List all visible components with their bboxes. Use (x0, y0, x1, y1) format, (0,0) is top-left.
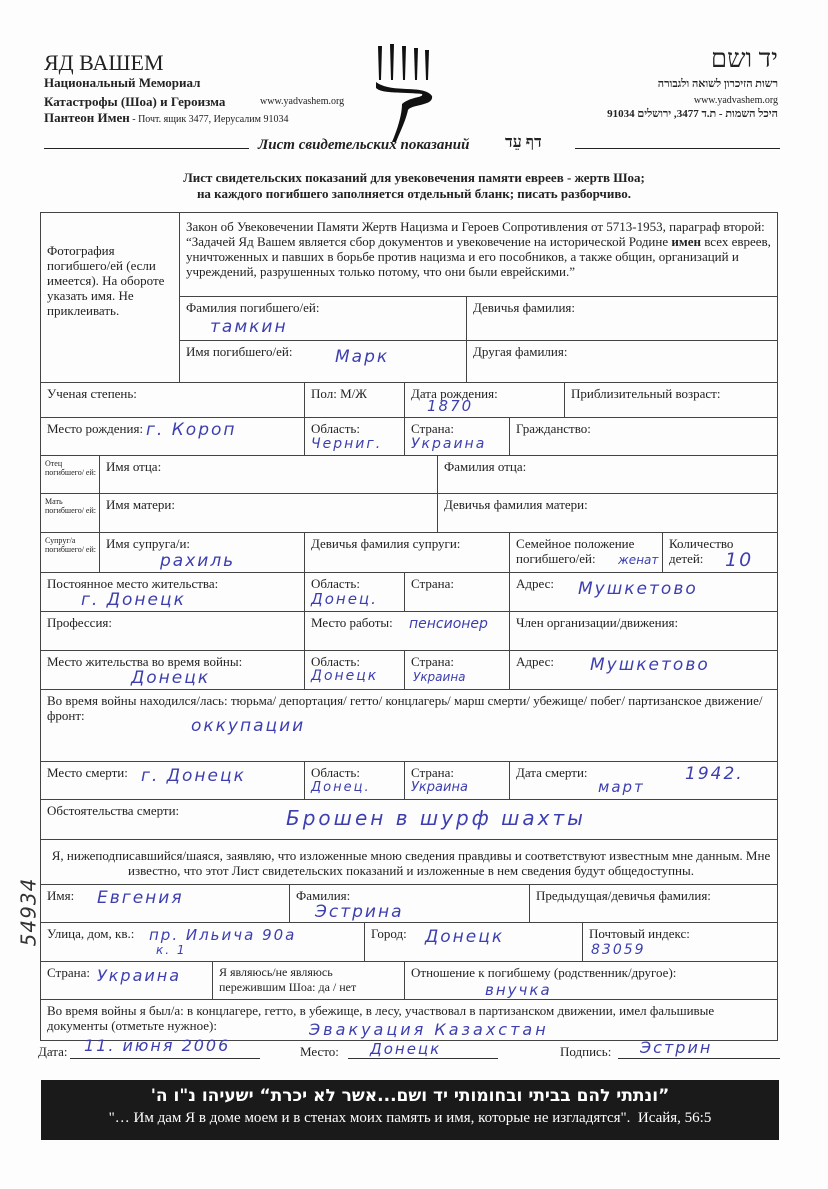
quote-hebrew: ”ונתתי להם בביתי ובחומותי יד ושם...אשר לא יכרת“ ישעיהו נ"ו ה' (150, 1086, 670, 1106)
label: Имя отца: (106, 459, 162, 474)
value: внучка (485, 981, 552, 999)
victim-surname-field[interactable] (179, 296, 467, 341)
label: Приблизительный возраст: (571, 386, 721, 401)
value: Эстрина (315, 902, 404, 922)
witness-surname-field[interactable] (289, 884, 530, 923)
war-region-field[interactable] (304, 650, 405, 690)
intro-line1: Лист свидетельских показаний для увековечения памяти евреев - жертв Шоа; (183, 170, 645, 185)
law-post: всех евреев, уничтоженных и павших в борьбе против нацизма и его пособников, а также общин, организаций и учреждений, разрушенных только потому, что они были еврейскими.” (186, 234, 771, 279)
label: Во время войны находился/лась: тюрьма/ депортация/ гетто/ концлагерь/ марш смерти/ убежище/ побег/ партизанское движение/фронт: (47, 693, 763, 723)
spouse-name-field[interactable] (99, 532, 305, 573)
witness-zip-field[interactable] (582, 922, 778, 962)
label: Девичья фамилия: (473, 300, 576, 315)
law-text-box (179, 212, 778, 297)
birth-date-field[interactable] (404, 382, 565, 418)
marital-field[interactable] (509, 532, 663, 573)
form-title-he: דף עֵד (505, 134, 542, 151)
label: Дата смерти: (516, 765, 588, 780)
label: Отношение к погибшему (родственник/другое): (411, 965, 677, 980)
law-text (186, 219, 771, 279)
mother-maiden-field[interactable] (437, 493, 778, 533)
signature-value[interactable]: Эстрин (640, 1038, 713, 1057)
value: Мушкетово (578, 579, 698, 599)
title-rule-right (575, 148, 780, 149)
label: Фамилия: (296, 888, 351, 903)
witness-street-field[interactable] (40, 922, 365, 962)
war-country-field[interactable] (404, 650, 510, 690)
death-country-field[interactable] (404, 761, 510, 800)
quote-banner (41, 1080, 779, 1140)
law-bold: имен (671, 234, 701, 249)
value: Украина (97, 966, 182, 985)
death-date-field[interactable] (509, 761, 778, 800)
date-value[interactable]: 11. июня 2006 (84, 1036, 231, 1055)
value: Донец. (311, 590, 378, 608)
label: Девичья фамилия матери: (444, 497, 588, 512)
org-line1: Национальный Мемориал (44, 75, 201, 90)
death-year: 1942. (685, 764, 744, 784)
value: Брошен в шурф шахты (286, 806, 586, 830)
value: рахиль (160, 551, 236, 571)
value: Украина (411, 780, 468, 795)
residence-country-field[interactable] (404, 572, 510, 612)
war-residence-field[interactable] (40, 650, 305, 690)
value: Эвакуация Казахстан (309, 1020, 549, 1039)
value: Донецк (311, 668, 379, 684)
value: Мушкетово (590, 655, 710, 675)
label: Дата рождения: (411, 386, 498, 401)
label: Предыдущая/девичья фамилия: (536, 888, 711, 903)
value: 1870 (427, 397, 474, 415)
label: Страна: (47, 965, 90, 980)
yad-vashem-logo (372, 44, 438, 144)
label: Область: (311, 421, 360, 436)
workplace-field[interactable] (304, 611, 510, 651)
value: г. Короп (146, 420, 237, 440)
value: Черниг. (311, 436, 383, 452)
date-label: Дата: (38, 1044, 68, 1059)
place-label: Место: (300, 1044, 339, 1059)
label: Гражданство: (516, 421, 591, 436)
degree-field[interactable] (40, 382, 305, 418)
witness-prev-name-field[interactable] (529, 884, 778, 923)
value: пр. Ильича 90а (149, 926, 297, 944)
membership-field[interactable] (509, 611, 778, 651)
sex-field[interactable] (304, 382, 405, 418)
label: Семейное положение погибшего/ей: (516, 536, 635, 566)
profession-field[interactable] (40, 611, 305, 651)
org-line2: Катастрофы (Шоа) и Героизма (44, 94, 226, 109)
label: Улица, дом, кв.: (47, 926, 135, 941)
residence-address-field[interactable] (509, 572, 778, 612)
victim-other-name-field[interactable] (466, 340, 778, 383)
birthplace-field[interactable] (40, 417, 305, 456)
org-postbox: - Почт. ящик 3477, Иерусалим 91034 (129, 114, 289, 125)
value: Донец. (311, 780, 371, 795)
value: Донецк (425, 927, 505, 947)
quote-reference: Исайя, 56:5 (637, 1110, 712, 1126)
label: Я являюсь/не являюсь пережившим Шоа: да / нет (219, 965, 357, 994)
label: Другая фамилия: (473, 344, 568, 359)
spouse-side (40, 532, 100, 573)
survivor-field[interactable] (212, 961, 405, 1000)
witness-name-field[interactable] (40, 884, 290, 923)
label: Почтовый индекс: (589, 926, 690, 941)
label: Место работы: (311, 615, 393, 630)
value: Евгения (97, 888, 184, 908)
death-region-field[interactable] (304, 761, 405, 800)
label: Девичья фамилия супруги: (311, 536, 461, 551)
label: Пол: М/Ж (311, 386, 367, 401)
org-title-he: יד ושם (710, 44, 778, 73)
value: Марк (335, 347, 390, 367)
date-line (70, 1058, 260, 1059)
war-status-field[interactable] (40, 689, 778, 762)
birth-region-field[interactable] (304, 417, 405, 456)
mother-side (40, 493, 100, 533)
signature-line (618, 1058, 780, 1059)
witness-war-field[interactable] (40, 999, 778, 1041)
photo-note: Фотография погибшего/ей (если имеется). На обороте указать имя. Не приклеивать. (47, 243, 165, 318)
value: 83059 (591, 942, 646, 958)
war-address-field[interactable] (509, 650, 778, 690)
value: Донецк (131, 668, 211, 688)
value: женат (618, 553, 659, 567)
label: Область: (311, 654, 360, 669)
org-he-address: היכל השמות - ת.ד 3477, ירושלים 91034 (607, 108, 778, 120)
signature-label: Подпись: (560, 1044, 612, 1059)
value: г. Донецк (141, 766, 246, 786)
value-line2: к. 1 (156, 943, 187, 957)
label: Имя матери: (106, 497, 175, 512)
relation-field[interactable] (404, 961, 778, 1000)
label: Ученая степень: (47, 386, 137, 401)
value: пенсионер (409, 616, 488, 632)
label: Страна: (411, 576, 454, 591)
label: Мать погибшего/ ей: (45, 497, 96, 515)
value: 10 (725, 549, 754, 571)
circumstances-field[interactable] (40, 799, 778, 840)
org-address (44, 110, 288, 126)
label: Адрес: (516, 576, 554, 591)
form-title: Лист свидетельских показаний (258, 137, 470, 153)
father-surname-field[interactable] (437, 455, 778, 494)
value: оккупации (191, 716, 306, 736)
children-field[interactable] (662, 532, 778, 573)
label: Фамилия погибшего/ей: (186, 300, 320, 315)
value: тамкин (210, 317, 288, 337)
intro (0, 170, 828, 202)
declaration-text: Я, нижеподписавшийся/шаяся, заявляю, что изложенные мною сведения правдивы и соответствуют известным мне данным. Мне известно, что этот Лист свидетельских показаний и изложенные в нем сведения будут общедоступны. (51, 848, 771, 878)
label: Во время войны я был/а: в концлагере, гетто, в убежище, в лесу, участвовал в партизанском движении, имел фальшивые документы (отметьте нужное): (47, 1003, 715, 1033)
label: Адрес: (516, 654, 554, 669)
victim-name-field[interactable] (179, 340, 467, 383)
citizenship-field[interactable] (509, 417, 778, 456)
value: Украина (411, 436, 487, 452)
title-rule-left (44, 148, 249, 149)
father-name-field[interactable] (99, 455, 438, 494)
label: Профессия: (47, 615, 112, 630)
label: Постоянное место жительства: (47, 576, 219, 591)
label: Город: (371, 926, 407, 941)
label: Место смерти: (47, 765, 128, 780)
father-side (40, 455, 100, 494)
label: Место жительства во время войны: (47, 654, 243, 669)
death-month: март (598, 778, 645, 796)
birth-country-field[interactable] (404, 417, 510, 456)
label: Имя супруга/и: (106, 536, 191, 551)
declaration-box (40, 839, 778, 885)
label: Место рождения: (47, 421, 144, 436)
label: Отец погибшего/ ей: (45, 459, 96, 477)
label: Страна: (411, 765, 454, 780)
quote-russian-text: "… Им дам Я в доме моем и в стенах моих память и имя, которые не изгладятся". (108, 1110, 631, 1126)
witness-country-field[interactable] (40, 961, 213, 1000)
value: Украина (413, 670, 466, 684)
org-pantheon: Пантеон Имен (44, 110, 130, 125)
label: Имя погибшего/ей: (186, 344, 293, 359)
age-field[interactable] (564, 382, 778, 418)
victim-maiden-field[interactable] (466, 296, 778, 341)
label: Фамилия отца: (444, 459, 527, 474)
org-he-line1: רשות הזיכרון לשואה ולגבורה (657, 78, 778, 90)
mother-name-field[interactable] (99, 493, 438, 533)
label: Страна: (411, 654, 454, 669)
label: Супруг/а погибшего/ ей: (45, 536, 96, 554)
label: Область: (311, 576, 360, 591)
label: Имя: (47, 888, 75, 903)
intro-line2: на каждого погибшего заполняется отдельный бланк; писать разборчиво. (196, 186, 632, 201)
spouse-maiden-field[interactable] (304, 532, 510, 573)
quote-russian (41, 1110, 779, 1127)
org-title-ru: ЯД ВАШЕМ (44, 50, 164, 75)
label: Страна: (411, 421, 454, 436)
place-value[interactable]: Донецк (370, 1040, 442, 1058)
witness-city-field[interactable] (364, 922, 583, 962)
label: Количество детей: (669, 536, 734, 566)
side-number: 54934 (16, 877, 41, 947)
residence-region-field[interactable] (304, 572, 405, 612)
label: Область: (311, 765, 360, 780)
death-place-field[interactable] (40, 761, 305, 800)
law-pre: Закон об Увековечении Памяти Жертв Нацизма и Героев Сопротивления от 5713-1953, параграф второй: “Задачей Яд Вашем является сбор документов и увековечение на исторической Родине (186, 219, 765, 249)
value: г. Донецк (81, 590, 186, 610)
photo-box[interactable] (40, 212, 180, 383)
place-line (348, 1058, 498, 1059)
label: Член организации/движения: (516, 615, 679, 630)
label: Обстоятельства смерти: (47, 803, 180, 818)
org-url: www.yadvashem.org (260, 96, 345, 107)
org-he-url: www.yadvashem.org (693, 95, 778, 106)
residence-field[interactable] (40, 572, 305, 612)
